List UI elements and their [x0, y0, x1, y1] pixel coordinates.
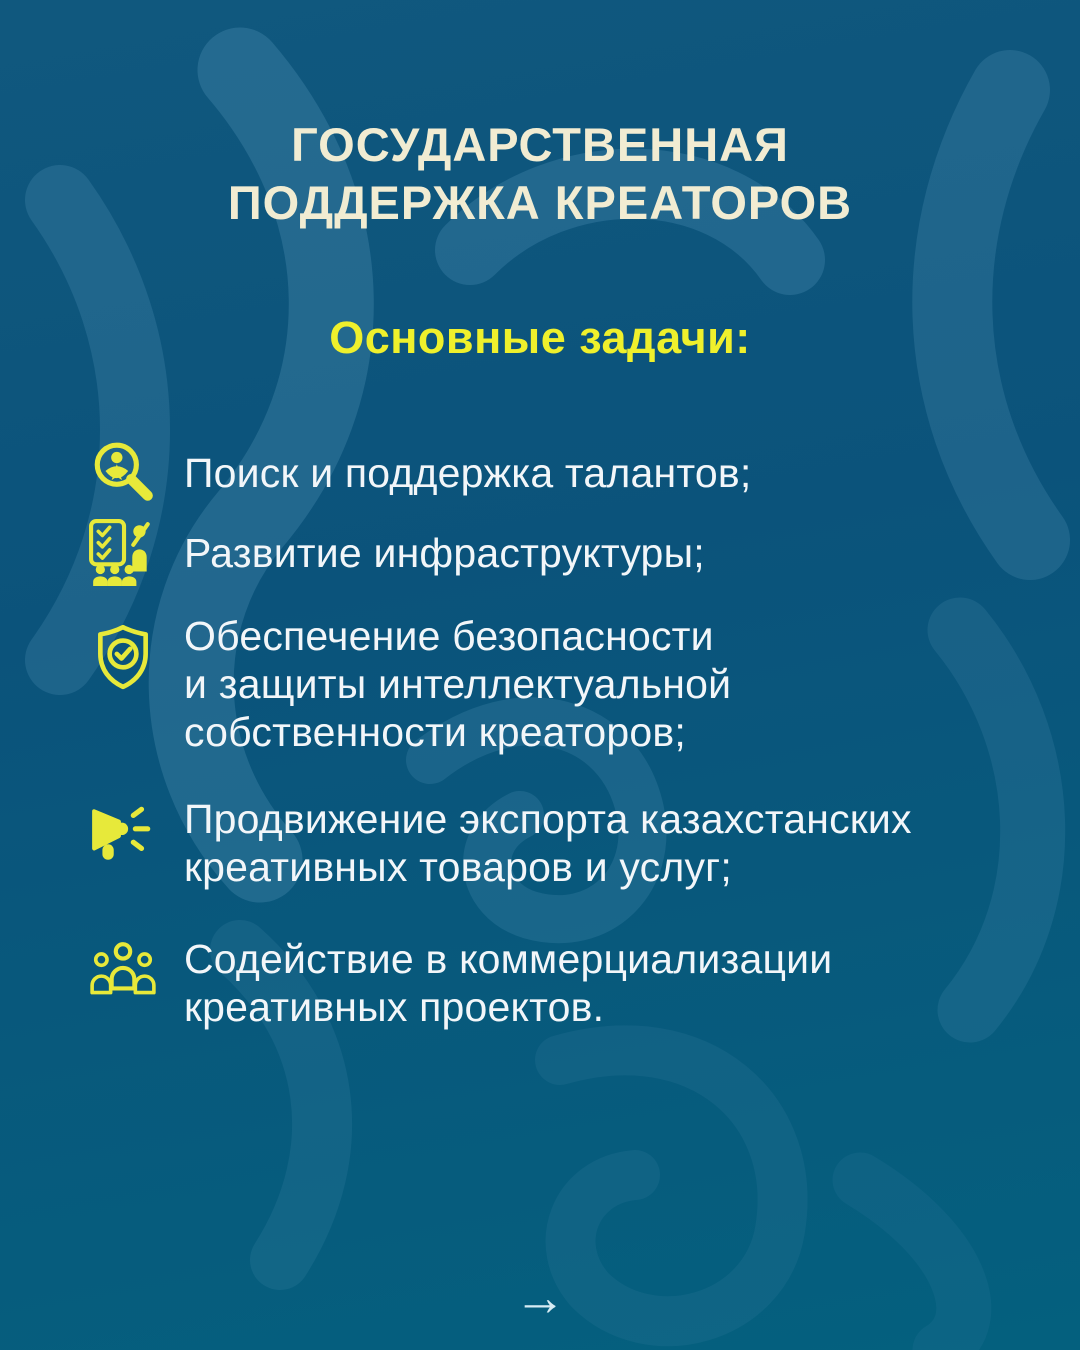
task-text-line: Обеспечение безопасности	[184, 613, 714, 659]
task-text	[184, 612, 731, 756]
task-item-talent-search	[88, 438, 1018, 508]
task-item-ip-protection	[88, 612, 1018, 756]
page-title	[0, 116, 1080, 232]
megaphone-icon	[88, 799, 158, 869]
task-text-line: Продвижение экспорта казахстанских	[184, 796, 912, 842]
task-item-export-promotion	[88, 795, 1018, 891]
task-text-line: и защиты интеллектуальной	[184, 661, 732, 707]
talent-search-icon	[88, 438, 158, 508]
page-title-line2: ПОДДЕРЖКА КРЕАТОРОВ	[227, 176, 853, 229]
task-item-commercialization	[88, 935, 1018, 1031]
page-title-line1: ГОСУДАРСТВЕННАЯ	[291, 118, 789, 171]
task-text-line: Содействие в коммерциализации	[184, 936, 833, 982]
task-text-line: собственности креаторов;	[184, 709, 686, 755]
next-arrow[interactable]: →	[514, 1269, 566, 1327]
task-text	[184, 795, 912, 891]
task-text	[184, 529, 705, 577]
task-text	[184, 449, 752, 497]
task-item-infrastructure	[88, 518, 1018, 588]
task-text-line: креативных проектов.	[184, 984, 605, 1030]
task-text-line: Поиск и поддержка талантов;	[184, 450, 752, 496]
task-text-line: креативных товаров и услуг;	[184, 844, 732, 890]
section-subtitle: Основные задачи:	[329, 312, 751, 363]
people-group-icon	[88, 937, 158, 1007]
shield-check-icon	[88, 622, 158, 692]
task-text	[184, 935, 832, 1031]
infrastructure-presentation-icon	[88, 518, 158, 588]
task-text-line: Развитие инфраструктуры;	[184, 530, 705, 576]
